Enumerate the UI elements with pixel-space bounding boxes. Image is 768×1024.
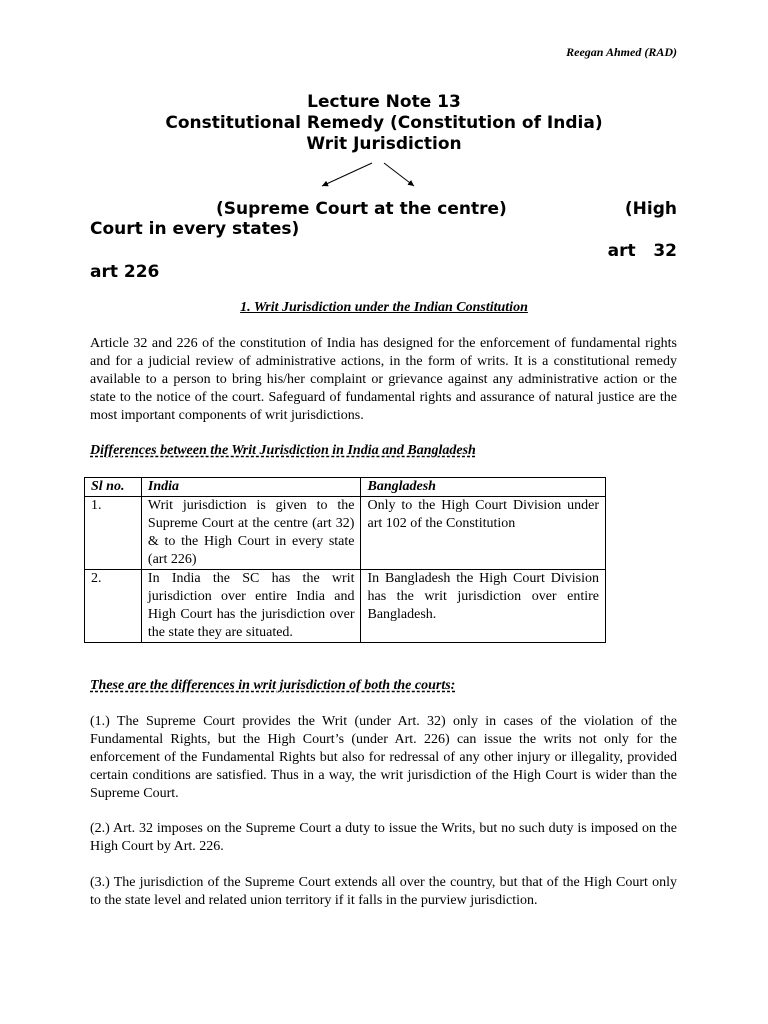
difference-point-2: (2.) Art. 32 imposes on the Supreme Court a duty to issue the Writs, but no such duty is imposed on the High Court by Art. 226.	[90, 821, 677, 854]
author-header: Reegan Ahmed (RAD)	[566, 45, 677, 59]
table-row	[85, 570, 606, 643]
column-header-sl: Sl no.	[85, 478, 142, 497]
cell-bangladesh: Only to the High Court Division under art 102 of the Constitution	[361, 497, 606, 570]
left-arrow-icon	[322, 163, 372, 186]
high-court-label-part2: Court in every states)	[90, 219, 300, 239]
right-arrow-icon	[384, 163, 414, 186]
title-line-2: Constitutional Remedy (Constitution of India)	[165, 113, 603, 133]
cell-sl: 1.	[85, 497, 142, 570]
supreme-court-label: (Supreme Court at the centre)	[216, 199, 507, 219]
cell-india: Writ jurisdiction is given to the Supreme Court at the centre (art 32) & to the High Court in every state (art 226)	[141, 497, 361, 570]
table-row	[85, 497, 606, 570]
section-1-heading: 1. Writ Jurisdiction under the Indian Constitution	[240, 300, 528, 315]
title-block	[90, 92, 678, 155]
table-header-row	[85, 478, 606, 497]
courts-differences-heading: These are the differences in writ jurisdiction of both the courts:	[90, 678, 456, 693]
high-court-label-part1: (High	[624, 199, 677, 219]
difference-point-3: (3.) The jurisdiction of the Supreme Court extends all over the country, but that of the High Court only to the state level and related union territory if it falls in the purview jurisdiction.	[90, 875, 677, 908]
difference-point-1: (1.) The Supreme Court provides the Writ (under Art. 32) only in cases of the violation of the Fundamental Rights, but the High Court’s (under Art. 226) can issue the writs not only for the enforcement of the Fundamental Rights but also for redressal of any other injury or illegality, provided certain conditions are satisfied. Thus in a way, the writ jurisdiction of the High Court is wider than the Supreme Court.	[90, 714, 677, 801]
art-226-label: art 226	[90, 262, 160, 282]
art-32-label: art 32	[607, 241, 677, 261]
title-line-1: Lecture Note 13	[307, 92, 461, 112]
cell-sl: 2.	[85, 570, 142, 643]
differences-table	[84, 477, 606, 643]
column-header-india: India	[141, 478, 361, 497]
section-1-paragraph: Article 32 and 226 of the constitution of India has designed for the enforcement of fundamental rights and for a judicial review of administrative actions, in the form of writs. It is a constitutional remedy available to a person to bring his/her complaint or grievance against any administrative action or the state to the notice of the court. Safeguard of fundamental rights and assurance of natural justice are the most important components of writ jurisdictions.	[90, 336, 677, 423]
cell-india: In India the SC has the writ jurisdiction over entire India and High Court has the jurisdiction over the state they are situated.	[141, 570, 361, 643]
column-header-bangladesh: Bangladesh	[361, 478, 606, 497]
cell-bangladesh: In Bangladesh the High Court Division has the writ jurisdiction over entire Bangladesh.	[361, 570, 606, 643]
title-line-3: Writ Jurisdiction	[306, 134, 462, 154]
branch-arrows-icon	[300, 160, 430, 192]
differences-heading: Differences between the Writ Jurisdiction in India and Bangladesh	[90, 443, 476, 458]
